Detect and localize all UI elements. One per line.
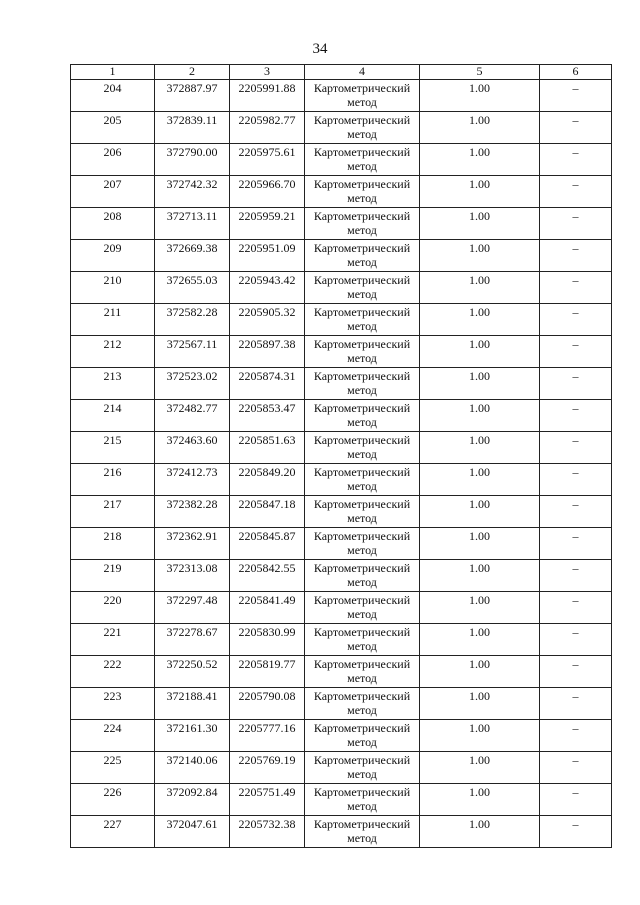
- point-number-cell: 215: [71, 432, 155, 464]
- method-cell: Картометрический метод: [305, 496, 420, 528]
- coordinates-table: [70, 64, 612, 848]
- point-number-cell: 205: [71, 112, 155, 144]
- description-cell: –: [540, 304, 612, 336]
- method-cell: Картометрический метод: [305, 464, 420, 496]
- accuracy-cell: 1.00: [420, 240, 540, 272]
- x-coordinate-cell: 372140.06: [155, 752, 230, 784]
- table-row: [71, 176, 612, 208]
- x-coordinate-cell: 372463.60: [155, 432, 230, 464]
- description-cell: –: [540, 464, 612, 496]
- description-cell: –: [540, 624, 612, 656]
- x-coordinate-cell: 372523.02: [155, 368, 230, 400]
- x-coordinate-cell: 372582.28: [155, 304, 230, 336]
- method-cell: Картометрический метод: [305, 592, 420, 624]
- method-cell: Картометрический метод: [305, 624, 420, 656]
- accuracy-cell: 1.00: [420, 496, 540, 528]
- accuracy-cell: 1.00: [420, 400, 540, 432]
- header-col-6: 6: [540, 65, 612, 80]
- x-coordinate-cell: 372092.84: [155, 784, 230, 816]
- table-row: [71, 112, 612, 144]
- method-cell: Картометрический метод: [305, 816, 420, 848]
- description-cell: –: [540, 560, 612, 592]
- header-col-3: 3: [230, 65, 305, 80]
- point-number-cell: 221: [71, 624, 155, 656]
- accuracy-cell: 1.00: [420, 336, 540, 368]
- method-cell: Картометрический метод: [305, 336, 420, 368]
- x-coordinate-cell: 372742.32: [155, 176, 230, 208]
- method-cell: Картометрический метод: [305, 240, 420, 272]
- table-row: [71, 816, 612, 848]
- point-number-cell: 218: [71, 528, 155, 560]
- y-coordinate-cell: 2205847.18: [230, 496, 305, 528]
- accuracy-cell: 1.00: [420, 464, 540, 496]
- point-number-cell: 207: [71, 176, 155, 208]
- accuracy-cell: 1.00: [420, 432, 540, 464]
- method-cell: Картометрический метод: [305, 432, 420, 464]
- x-coordinate-cell: 372412.73: [155, 464, 230, 496]
- method-cell: Картометрический метод: [305, 784, 420, 816]
- table-row: [71, 464, 612, 496]
- accuracy-cell: 1.00: [420, 624, 540, 656]
- x-coordinate-cell: 372790.00: [155, 144, 230, 176]
- table-row: [71, 272, 612, 304]
- method-cell: Картометрический метод: [305, 560, 420, 592]
- description-cell: –: [540, 336, 612, 368]
- description-cell: –: [540, 176, 612, 208]
- y-coordinate-cell: 2205842.55: [230, 560, 305, 592]
- table-row: [71, 688, 612, 720]
- point-number-cell: 220: [71, 592, 155, 624]
- accuracy-cell: 1.00: [420, 688, 540, 720]
- method-cell: Картометрический метод: [305, 752, 420, 784]
- x-coordinate-cell: 372297.48: [155, 592, 230, 624]
- point-number-cell: 211: [71, 304, 155, 336]
- table-row: [71, 656, 612, 688]
- description-cell: –: [540, 816, 612, 848]
- description-cell: –: [540, 496, 612, 528]
- method-cell: Картометрический метод: [305, 688, 420, 720]
- description-cell: –: [540, 208, 612, 240]
- accuracy-cell: 1.00: [420, 272, 540, 304]
- point-number-cell: 212: [71, 336, 155, 368]
- header-col-1: 1: [71, 65, 155, 80]
- accuracy-cell: 1.00: [420, 656, 540, 688]
- method-cell: Картометрический метод: [305, 656, 420, 688]
- page-number: 34: [312, 41, 328, 57]
- table-row: [71, 432, 612, 464]
- description-cell: –: [540, 656, 612, 688]
- table-row: [71, 528, 612, 560]
- point-number-cell: 223: [71, 688, 155, 720]
- description-cell: –: [540, 688, 612, 720]
- x-coordinate-cell: 372567.11: [155, 336, 230, 368]
- accuracy-cell: 1.00: [420, 816, 540, 848]
- description-cell: –: [540, 240, 612, 272]
- description-cell: –: [540, 112, 612, 144]
- accuracy-cell: 1.00: [420, 752, 540, 784]
- y-coordinate-cell: 2205751.49: [230, 784, 305, 816]
- point-number-cell: 209: [71, 240, 155, 272]
- accuracy-cell: 1.00: [420, 592, 540, 624]
- point-number-cell: 216: [71, 464, 155, 496]
- point-number-cell: 214: [71, 400, 155, 432]
- table-row: [71, 752, 612, 784]
- point-number-cell: 213: [71, 368, 155, 400]
- x-coordinate-cell: 372655.03: [155, 272, 230, 304]
- x-coordinate-cell: 372362.91: [155, 528, 230, 560]
- y-coordinate-cell: 2205769.19: [230, 752, 305, 784]
- x-coordinate-cell: 372278.67: [155, 624, 230, 656]
- x-coordinate-cell: 372161.30: [155, 720, 230, 752]
- table-row: [71, 592, 612, 624]
- y-coordinate-cell: 2205732.38: [230, 816, 305, 848]
- table-row: [71, 624, 612, 656]
- point-number-cell: 208: [71, 208, 155, 240]
- accuracy-cell: 1.00: [420, 784, 540, 816]
- table-row: [71, 720, 612, 752]
- description-cell: –: [540, 720, 612, 752]
- accuracy-cell: 1.00: [420, 304, 540, 336]
- y-coordinate-cell: 2205874.31: [230, 368, 305, 400]
- y-coordinate-cell: 2205777.16: [230, 720, 305, 752]
- header-row: [71, 65, 612, 80]
- x-coordinate-cell: 372382.28: [155, 496, 230, 528]
- point-number-cell: 226: [71, 784, 155, 816]
- y-coordinate-cell: 2205959.21: [230, 208, 305, 240]
- y-coordinate-cell: 2205845.87: [230, 528, 305, 560]
- x-coordinate-cell: 372482.77: [155, 400, 230, 432]
- accuracy-cell: 1.00: [420, 560, 540, 592]
- description-cell: –: [540, 368, 612, 400]
- description-cell: –: [540, 272, 612, 304]
- accuracy-cell: 1.00: [420, 208, 540, 240]
- x-coordinate-cell: 372313.08: [155, 560, 230, 592]
- point-number-cell: 206: [71, 144, 155, 176]
- table-row: [71, 80, 612, 112]
- header-col-4: 4: [305, 65, 420, 80]
- method-cell: Картометрический метод: [305, 176, 420, 208]
- accuracy-cell: 1.00: [420, 144, 540, 176]
- table-row: [71, 496, 612, 528]
- point-number-cell: 227: [71, 816, 155, 848]
- x-coordinate-cell: 372188.41: [155, 688, 230, 720]
- table-row: [71, 240, 612, 272]
- point-number-cell: 217: [71, 496, 155, 528]
- y-coordinate-cell: 2205841.49: [230, 592, 305, 624]
- description-cell: –: [540, 400, 612, 432]
- x-coordinate-cell: 372250.52: [155, 656, 230, 688]
- y-coordinate-cell: 2205966.70: [230, 176, 305, 208]
- accuracy-cell: 1.00: [420, 720, 540, 752]
- point-number-cell: 219: [71, 560, 155, 592]
- method-cell: Картометрический метод: [305, 528, 420, 560]
- header-col-2: 2: [155, 65, 230, 80]
- table-row: [71, 560, 612, 592]
- description-cell: –: [540, 784, 612, 816]
- x-coordinate-cell: 372839.11: [155, 112, 230, 144]
- point-number-cell: 204: [71, 80, 155, 112]
- accuracy-cell: 1.00: [420, 80, 540, 112]
- table-row: [71, 368, 612, 400]
- table-row: [71, 336, 612, 368]
- table-row: [71, 784, 612, 816]
- y-coordinate-cell: 2205897.38: [230, 336, 305, 368]
- y-coordinate-cell: 2205830.99: [230, 624, 305, 656]
- description-cell: –: [540, 80, 612, 112]
- method-cell: Картометрический метод: [305, 112, 420, 144]
- y-coordinate-cell: 2205982.77: [230, 112, 305, 144]
- method-cell: Картометрический метод: [305, 272, 420, 304]
- description-cell: –: [540, 752, 612, 784]
- method-cell: Картометрический метод: [305, 80, 420, 112]
- y-coordinate-cell: 2205790.08: [230, 688, 305, 720]
- point-number-cell: 224: [71, 720, 155, 752]
- y-coordinate-cell: 2205905.32: [230, 304, 305, 336]
- table-row: [71, 208, 612, 240]
- y-coordinate-cell: 2205991.88: [230, 80, 305, 112]
- accuracy-cell: 1.00: [420, 176, 540, 208]
- table-row: [71, 144, 612, 176]
- y-coordinate-cell: 2205851.63: [230, 432, 305, 464]
- x-coordinate-cell: 372669.38: [155, 240, 230, 272]
- accuracy-cell: 1.00: [420, 112, 540, 144]
- method-cell: Картометрический метод: [305, 208, 420, 240]
- method-cell: Картометрический метод: [305, 368, 420, 400]
- y-coordinate-cell: 2205975.61: [230, 144, 305, 176]
- method-cell: Картометрический метод: [305, 720, 420, 752]
- x-coordinate-cell: 372047.61: [155, 816, 230, 848]
- description-cell: –: [540, 592, 612, 624]
- header-col-5: 5: [420, 65, 540, 80]
- y-coordinate-cell: 2205943.42: [230, 272, 305, 304]
- y-coordinate-cell: 2205951.09: [230, 240, 305, 272]
- x-coordinate-cell: 372887.97: [155, 80, 230, 112]
- y-coordinate-cell: 2205853.47: [230, 400, 305, 432]
- description-cell: –: [540, 432, 612, 464]
- table-body: [71, 80, 612, 848]
- point-number-cell: 210: [71, 272, 155, 304]
- description-cell: –: [540, 528, 612, 560]
- method-cell: Картометрический метод: [305, 400, 420, 432]
- method-cell: Картометрический метод: [305, 144, 420, 176]
- point-number-cell: 225: [71, 752, 155, 784]
- y-coordinate-cell: 2205819.77: [230, 656, 305, 688]
- accuracy-cell: 1.00: [420, 368, 540, 400]
- x-coordinate-cell: 372713.11: [155, 208, 230, 240]
- point-number-cell: 222: [71, 656, 155, 688]
- y-coordinate-cell: 2205849.20: [230, 464, 305, 496]
- table-row: [71, 400, 612, 432]
- method-cell: Картометрический метод: [305, 304, 420, 336]
- table-header: [71, 65, 612, 80]
- accuracy-cell: 1.00: [420, 528, 540, 560]
- description-cell: –: [540, 144, 612, 176]
- table-row: [71, 304, 612, 336]
